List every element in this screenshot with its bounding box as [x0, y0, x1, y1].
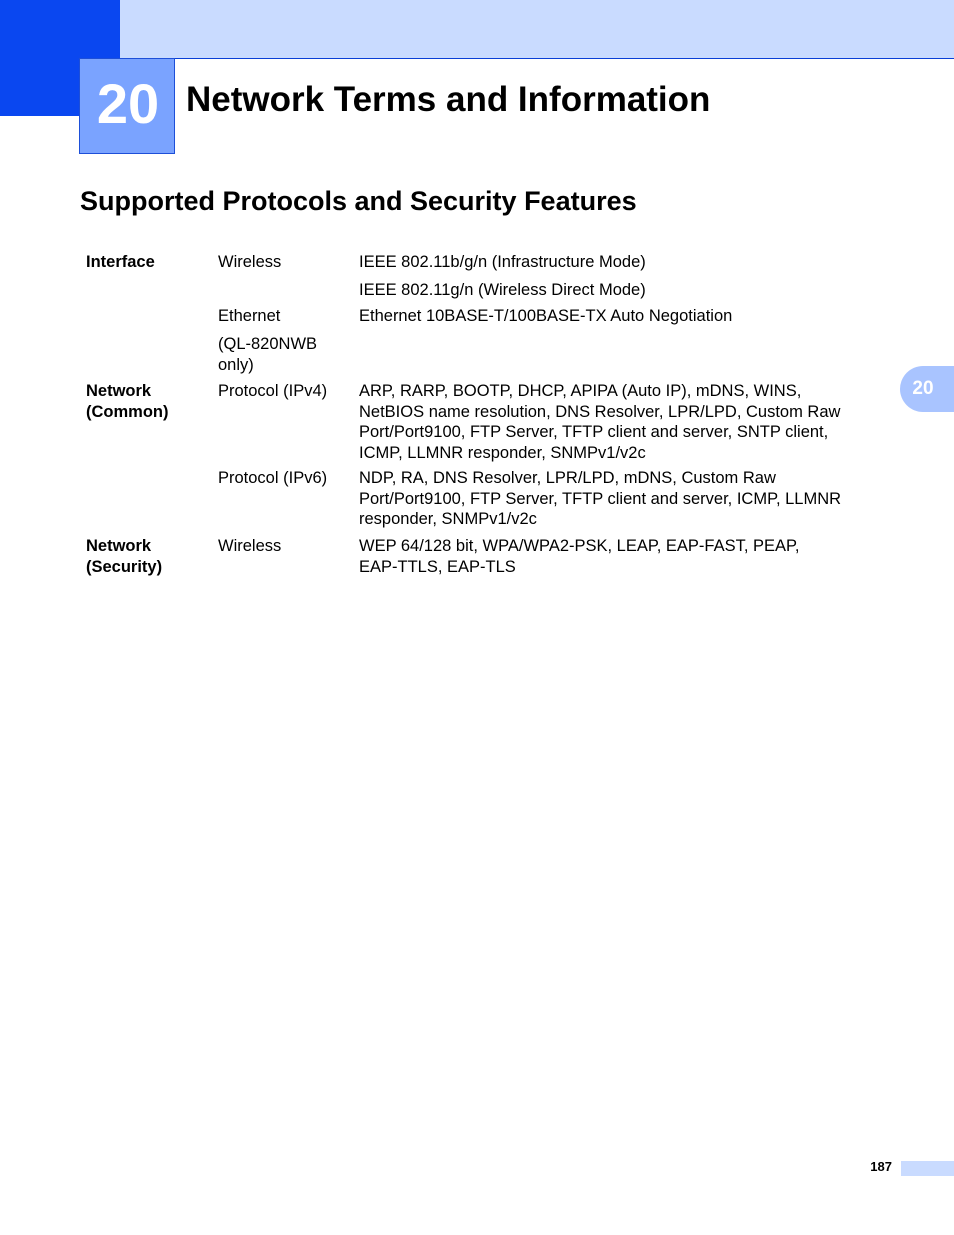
row-label-protocol-ipv6: Protocol (IPv6) — [218, 469, 328, 487]
page-number: 187 — [870, 1159, 892, 1174]
page-number-bar — [901, 1161, 954, 1176]
group-heading-network-security: Network (Security) — [86, 537, 163, 576]
section-title: Supported Protocols and Security Features — [80, 186, 637, 216]
side-tab-number: 20 — [912, 378, 934, 399]
chapter-number: 20 — [96, 72, 160, 135]
chapter-title: Network Terms and Information — [186, 80, 711, 119]
row-label-ethernet: Ethernet — [218, 307, 281, 325]
row-value-security-wireless: WEP 64/128 bit, WPA/WPA2-PSK, LEAP, EAP-FAST, PEAP, EAP-TTLS, EAP-TLS — [359, 537, 800, 576]
row-label-ethernet-note: (QL-820NWB only) — [218, 335, 318, 374]
row-label-protocol-ipv4: Protocol (IPv4) — [218, 382, 328, 400]
row-value-protocol-ipv4: ARP, RARP, BOOTP, DHCP, APIPA (Auto IP), mDNS, WINS, NetBIOS name resolution, DNS Resolver, LPR/LPD, Custom Raw Port/Port9100, FTP Server, TFTP client and server, SNTP client, ICMP, LLMNR responder, SNMPv1/v2c — [359, 382, 841, 462]
header-band — [0, 0, 954, 59]
chapter-number-box — [79, 58, 175, 154]
chapter-side-tab — [900, 366, 954, 412]
group-heading-interface: Interface — [86, 253, 155, 271]
row-value-protocol-ipv6: NDP, RA, DNS Resolver, LPR/LPD, mDNS, Custom Raw Port/Port9100, FTP Server, TFTP client and server, ICMP, LLMNR responder, SNMPv1/v2c — [359, 469, 842, 528]
row-label-security-wireless: Wireless — [218, 537, 282, 555]
group-heading-network-common: Network (Common) — [86, 382, 169, 421]
row-value-wireless-standard-1: IEEE 802.11b/g/n (Infrastructure Mode) — [359, 253, 646, 271]
row-value-wireless-standard-2: IEEE 802.11g/n (Wireless Direct Mode) — [359, 281, 646, 299]
row-label-wireless: Wireless — [218, 253, 282, 271]
row-value-ethernet: Ethernet 10BASE-T/100BASE-TX Auto Negotiation — [359, 307, 733, 325]
